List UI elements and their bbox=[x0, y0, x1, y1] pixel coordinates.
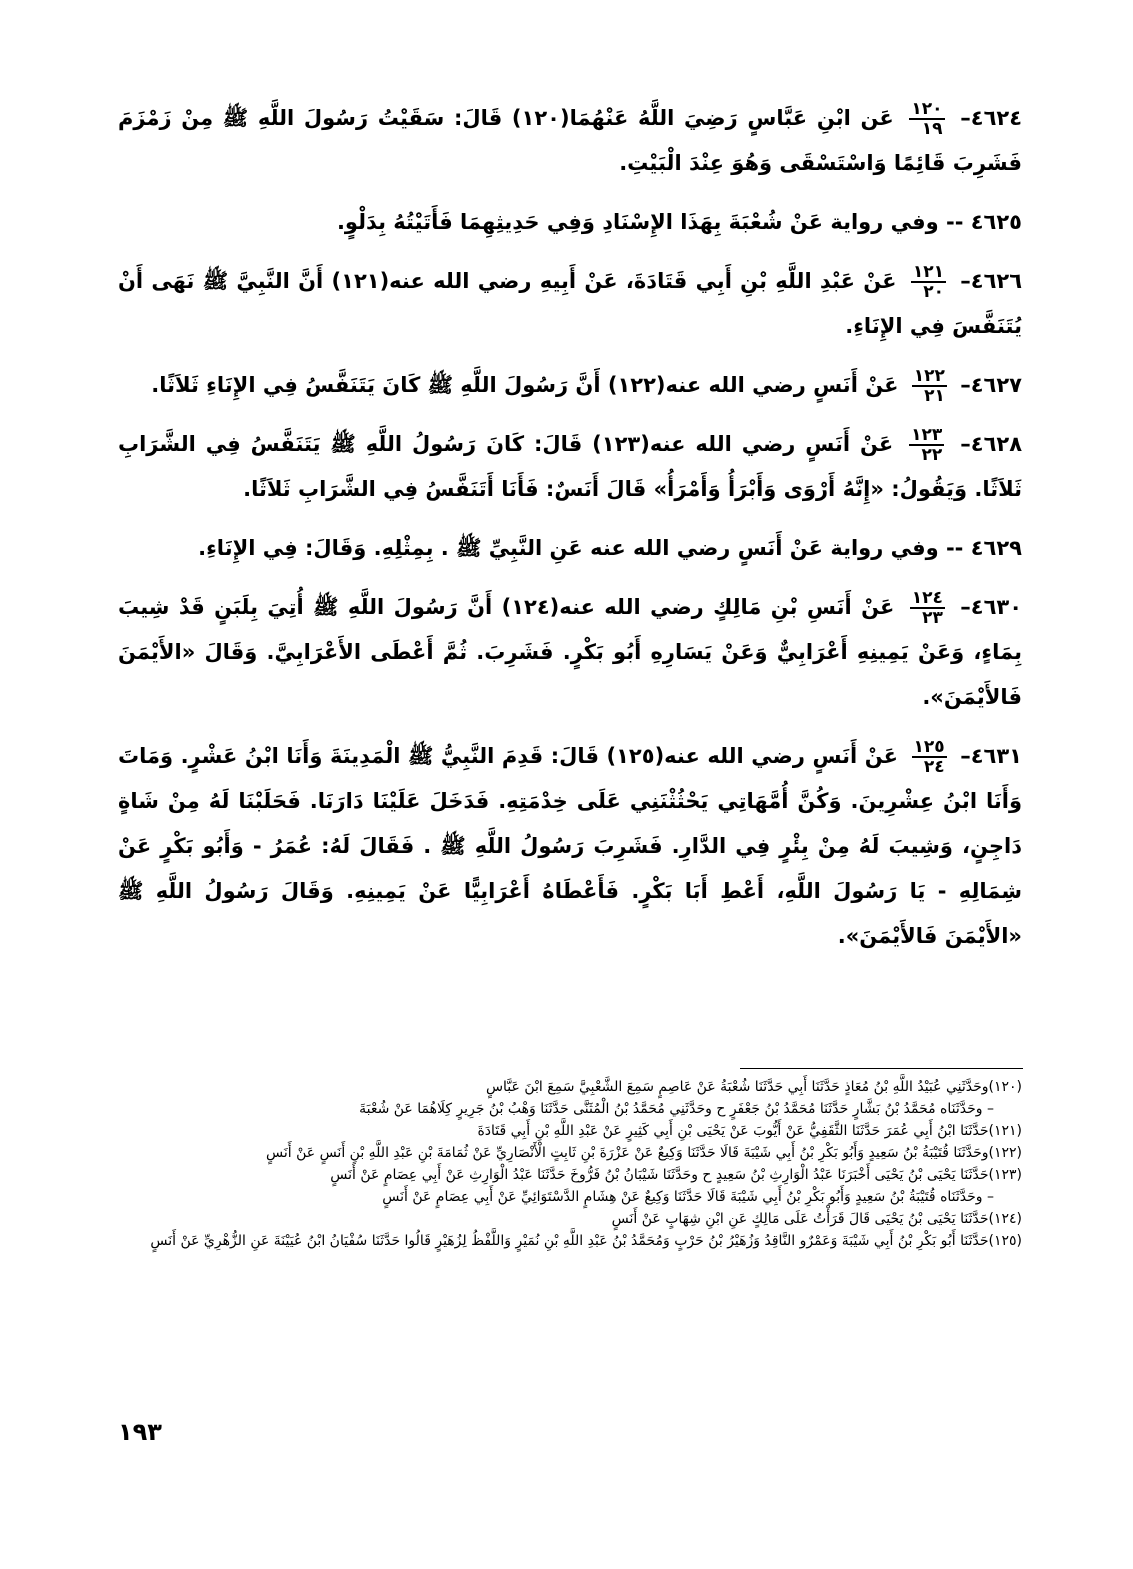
hadith-4630: ٤٦٣٠– $\frac{١٢٤}{٢٣}$ عَنْ أَنَسِ بْنِ مَالِكٍ رضي الله عنه(١٢٤) أَنَّ رَسُولَ اللَّهِ ﷺ أُتِيَ بِلَبَنٍ قَدْ شِيبَ بِمَاءٍ، وَعَنْ يَمِينِهِ أَعْرَابِيٌّ وَعَنْ يَسَارِهِ أَبُو بَكْرٍ. فَشَرِبَ. ثُمَّ أَعْطَى الأَعْرَابِيَّ. وَقَالَ «الأَيْمَنَ فَالأَيْمَنَ». bbox=[118, 588, 1023, 709]
hadith-fraction: $\frac{١٢٢}{٢١}$ bbox=[913, 366, 945, 406]
hadith-number: ٤٦٢٨ bbox=[970, 432, 1023, 456]
footnotes bbox=[118, 1076, 1022, 1252]
hadith-number: ٤٦٢٧ bbox=[970, 373, 1022, 397]
hadith-4631: ٤٦٣١– $\frac{١٢٥}{٢٤}$ عَنْ أَنَسٍ رضي الله عنه(١٢٥) قَالَ: قَدِمَ النَّبِيُّ ﷺ الْمَدِينَةَ وَأَنَا ابْنُ عَشْرٍ. وَمَاتَ وَأَنَا ابْنُ عِشْرِينَ. وَكُنَّ أُمَّهَاتِي يَحْثُثْنَنِي عَلَى خِدْمَتِهِ. فَدَخَلَ عَلَيْنَا دَارَنَا. فَحَلَبْنَا لَهُ مِنْ شَاةٍ دَاجِنٍ، وَشِيبَ لَهُ مِنْ بِئْرٍ فِي الدَّارِ. فَشَرِبَ رَسُولُ اللَّهِ ﷺ . فَقَالَ لَهُ: عُمَرُ - وَأَبُو بَكْرٍ عَنْ شِمَالِهِ - يَا رَسُولَ اللَّهِ، أَعْطِ أَبَا بَكْرٍ. فَأَعْطَاهُ أَعْرَابِيًّا عَنْ يَمِينِهِ. وَقَالَ رَسُولُ اللَّهِ ﷺ «الأَيْمَنَ فَالأَيْمَنَ». bbox=[118, 737, 1023, 948]
hadith-fraction: $\frac{١٢٤}{٢٣}$ bbox=[911, 588, 943, 628]
hadith-fraction: $\frac{١٢٣}{٢٢}$ bbox=[911, 425, 943, 465]
hadith-number: ٤٦٢٩ bbox=[970, 536, 1022, 560]
hadith-number: ٤٦٣١ bbox=[970, 744, 1023, 768]
footnote: (١٢١)حَدَّثَنَا ابْنُ أَبِي عُمَرَ حَدَّثَنَا الثَّقَفِيُّ عَنْ أَيُّوبَ عَنْ يَحْيَى بْنِ أَبِي كَثِيرٍ عَنْ عَبْدِ اللَّهِ بْنِ أَبِي قَتَادَةَ bbox=[477, 1123, 1022, 1139]
hadith-4626: ٤٦٢٦– $\frac{١٢١}{٢٠}$ عَنْ عَبْدِ اللَّهِ بْنِ أَبِي قَتَادَةَ، عَنْ أَبِيهِ رضي الله عنه(١٢١) أَنَّ النَّبِيَّ ﷺ نَهَى أَنْ يُتَنَفَّسَ فِي الإِنَاءِ. bbox=[118, 262, 1023, 338]
footnote: (١٢٠)وحَدَّثَنِي عُبَيْدُ اللَّهِ بْنُ مُعَاذٍ حَدَّثَنَا أَبِي حَدَّثَنَا شُعْبَةُ عَنْ عَاصِمٍ سَمِعَ الشَّعْبِيَّ سَمِعَ ابْنَ عَبَّاسٍ bbox=[485, 1079, 1022, 1095]
hadith-text: عَنْ أَنَسٍ رضي الله عنه(١٢٢) أَنَّ رَسُولَ اللَّهِ ﷺ كَانَ يَتَنَفَّسُ فِي الإِنَاءِ ثَلاَثًا. bbox=[151, 373, 899, 397]
footnote: (١٢٣)حَدَّثَنَا يَحْيَى بْنُ يَحْيَى أَخْبَرَنَا عَبْدُ الْوَارِثِ بْنُ سَعِيدٍ ح وحَدَّثَنَا شَيْبَانُ بْنُ فَرُّوخَ حَدَّثَنَا عَبْدُ الْوَارِثِ عَنْ أَبِي عِصَامٍ عَنْ أَنَسٍ bbox=[330, 1167, 1022, 1183]
hadith-4628: ٤٦٢٨– $\frac{١٢٣}{٢٢}$ عَنْ أَنَسٍ رضي الله عنه(١٢٣) قَالَ: كَانَ رَسُولُ اللَّهِ ﷺ يَتَنَفَّسُ فِي الشَّرَابِ ثَلاَثًا. وَيَقُولُ: «إِنَّهُ أَرْوَى وَأَبْرَأُ وَأَمْرَأُ» قَالَ أَنَسٌ: فَأَنَا أَتَنَفَّسُ فِي الشَّرَابِ ثَلاَثًا. bbox=[118, 425, 1023, 501]
hadith-fraction: $\frac{١٢٠}{١٩}$ bbox=[911, 99, 943, 139]
hadith-number: ٤٦٢٤ bbox=[970, 106, 1023, 130]
footnote: – وحَدَّثَنَاه مُحَمَّدُ بْنُ بَشَّارٍ حَدَّثَنَا مُحَمَّدُ بْنُ جَعْفَرٍ ح وحَدَّثَنِي مُحَمَّدُ بْنُ الْمُثَنَّى حَدَّثَنَا وَهْبُ بْنُ جَرِيرٍ كِلَاهُمَا عَنْ شُعْبَةَ bbox=[359, 1101, 994, 1117]
footnote: – وحَدَّثَنَاه قُتَيْبَةُ بْنُ سَعِيدٍ وَأَبُو بَكْرِ بْنُ أَبِي شَيْبَةَ قَالَا حَدَّثَنَا وَكِيعٌ عَنْ هِشَامٍ الدَّسْتَوَائِيِّ عَنْ أَبِي عِصَامٍ عَنْ أَنَسٍ bbox=[382, 1189, 994, 1205]
hadith-text: -- وفي رواية عَنْ أَنَسٍ رضي الله عنه عَنِ النَّبِيِّ ﷺ . بِمِثْلِهِ. وَقَالَ: فِي الإِنَاءِ. bbox=[198, 536, 964, 560]
footnote-divider bbox=[740, 1068, 1023, 1069]
hadith-text: عَن ابْنِ عَبَّاسٍ رَضِيَ اللَّهُ عَنْهُمَا(١٢٠) قَالَ: سَقَيْتُ رَسُولَ اللَّهِ ﷺ مِنْ زَمْزَمَ فَشَرِبَ قَائِمًا وَاسْتَسْقَى وَهُوَ عِنْدَ الْبَيْتِ. bbox=[118, 106, 1022, 175]
hadith-text: عَنْ عَبْدِ اللَّهِ بْنِ أَبِي قَتَادَةَ، عَنْ أَبِيهِ رضي الله عنه(١٢١) أَنَّ النَّبِيَّ ﷺ نَهَى أَنْ يُتَنَفَّسَ فِي الإِنَاءِ. bbox=[118, 269, 1022, 338]
footnote: (١٢٥)حَدَّثَنَا أَبُو بَكْرِ بْنُ أَبِي شَيْبَةَ وَعَمْرٌو النَّاقِدُ وَزُهَيْرُ بْنُ حَرْبٍ وَمُحَمَّدُ بْنُ عَبْدِ اللَّهِ بْنِ نُمَيْرٍ وَاللَّفْظُ لِزُهَيْرٍ قَالُوا حَدَّثَنَا سُفْيَانُ ابْنُ عُيَيْنَةَ عَنِ الزُّهْرِيِّ عَنْ أَنَسٍ bbox=[150, 1233, 1022, 1249]
hadith-4625 bbox=[118, 200, 1022, 245]
hadith-number: ٤٦٢٦ bbox=[970, 269, 1023, 293]
footnote: (١٢٤)حَدَّثَنَا يَحْيَى بْنُ يَحْيَى قَالَ قَرَأْتُ عَلَى مَالِكٍ عَنِ ابْنِ شِهَابٍ عَنْ أَنَسٍ bbox=[611, 1211, 1022, 1227]
hadith-text: عَنْ أَنَسٍ رضي الله عنه(١٢٣) قَالَ: كَانَ رَسُولُ اللَّهِ ﷺ يَتَنَفَّسُ فِي الشَّرَابِ ثَلاَثًا. وَيَقُولُ: «إِنَّهُ أَرْوَى وَأَبْرَأُ وَأَمْرَأُ» قَالَ أَنَسٌ: فَأَنَا أَتَنَفَّسُ فِي الشَّرَابِ ثَلاَثًا. bbox=[118, 432, 1022, 501]
hadith-fraction: $\frac{١٢١}{٢٠}$ bbox=[912, 262, 944, 302]
hadith-text: عَنْ أَنَسٍ رضي الله عنه(١٢٥) قَالَ: قَدِمَ النَّبِيُّ ﷺ الْمَدِينَةَ وَأَنَا ابْنُ عَشْرٍ. وَمَاتَ وَأَنَا ابْنُ عِشْرِينَ. وَكُنَّ أُمَّهَاتِي يَحْثُثْنَنِي عَلَى خِدْمَتِهِ. فَدَخَلَ عَلَيْنَا دَارَنَا. فَحَلَبْنَا لَهُ مِنْ شَاةٍ دَاجِنٍ، وَشِيبَ لَهُ مِنْ بِئْرٍ فِي الدَّارِ. فَشَرِبَ رَسُولُ اللَّهِ ﷺ . فَقَالَ لَهُ: عُمَرُ - وَأَبُو بَكْرٍ عَنْ شِمَالِهِ - يَا رَسُولَ اللَّهِ، أَعْطِ أَبَا بَكْرٍ. فَأَعْطَاهُ أَعْرَابِيًّا عَنْ يَمِينِهِ. وَقَالَ رَسُولُ اللَّهِ ﷺ «الأَيْمَنَ فَالأَيْمَنَ». bbox=[118, 744, 1022, 948]
hadith-text: -- وفي رواية عَنْ شُعْبَةَ بِهَذَا الإِسْنَادِ وَفِي حَدِيثِهِمَا فَأَتَيْتُهُ بِدَلْوٍ. bbox=[336, 210, 964, 234]
hadith-4629 bbox=[118, 526, 1022, 571]
hadith-number: ٤٦٢٥ bbox=[970, 210, 1022, 234]
hadith-number: ٤٦٣٠ bbox=[970, 595, 1023, 619]
hadith-4627: ٤٦٢٧– $\frac{١٢٢}{٢١}$ عَنْ أَنَسٍ رضي الله عنه(١٢٢) أَنَّ رَسُولَ اللَّهِ ﷺ كَانَ يَتَنَفَّسُ فِي الإِنَاءِ ثَلاَثًا. bbox=[151, 366, 1022, 406]
hadith-text: عَنْ أَنَسِ بْنِ مَالِكٍ رضي الله عنه(١٢٤) أَنَّ رَسُولَ اللَّهِ ﷺ أُتِيَ بِلَبَنٍ قَدْ شِيبَ بِمَاءٍ، وَعَنْ يَمِينِهِ أَعْرَابِيٌّ وَعَنْ يَسَارِهِ أَبُو بَكْرٍ. فَشَرِبَ. ثُمَّ أَعْطَى الأَعْرَابِيَّ. وَقَالَ «الأَيْمَنَ فَالأَيْمَنَ». bbox=[118, 595, 1022, 709]
hadith-4624: ٤٦٢٤– $\frac{١٢٠}{١٩}$ عَن ابْنِ عَبَّاسٍ رَضِيَ اللَّهُ عَنْهُمَا(١٢٠) قَالَ: سَقَيْتُ رَسُولَ اللَّهِ ﷺ مِنْ زَمْزَمَ فَشَرِبَ قَائِمًا وَاسْتَسْقَى وَهُوَ عِنْدَ الْبَيْتِ. bbox=[118, 99, 1023, 175]
footnote: (١٢٢)وحَدَّثَنَا قُتَيْبَةُ بْنُ سَعِيدٍ وَأَبُو بَكْرِ بْنُ أَبِي شَيْبَةَ قَالَا حَدَّثَنَا وَكِيعٌ عَنْ عَزْرَةَ بْنِ ثَابِتٍ الْأَنْصَارِيِّ عَنْ ثُمَامَةَ بْنِ عَبْدِ اللَّهِ بْنِ أَنَسٍ عَنْ أَنَسٍ bbox=[266, 1145, 1022, 1161]
page-number: ١٩٣ bbox=[118, 1418, 162, 1446]
hadith-fraction: $\frac{١٢٥}{٢٤}$ bbox=[913, 737, 945, 777]
main-text bbox=[118, 96, 1022, 973]
